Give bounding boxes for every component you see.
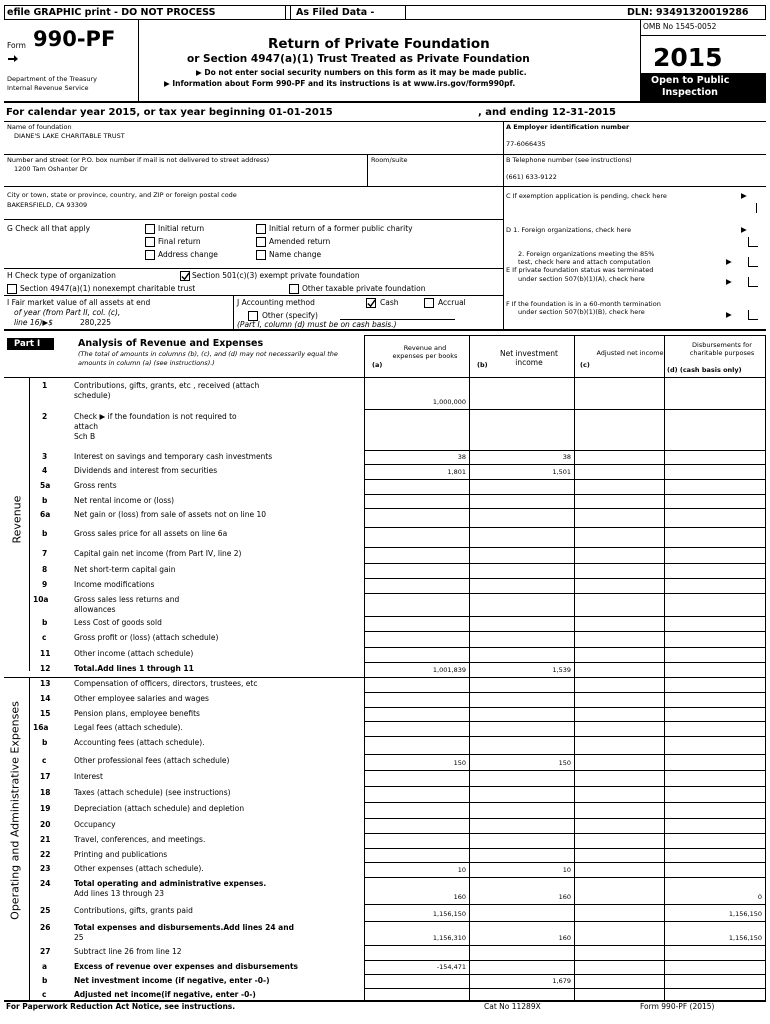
f-label-2: under section 507(b)(1)(B), check here (518, 308, 645, 316)
line-description: Occupancy (74, 820, 116, 829)
f-label-1: F If the foundation is in a 60-month termination (506, 300, 661, 308)
line-number: 10a (33, 595, 49, 604)
omb-number: OMB No 1545-0052 (643, 22, 717, 31)
revenue-side-label: Revenue (10, 495, 24, 544)
row-divider (364, 464, 766, 465)
i-fmv-label-2: of year (from Part II, col. (c), (14, 308, 121, 317)
row-divider (364, 707, 766, 708)
row-divider (364, 647, 766, 648)
part-i-description: (The total of amounts in columns (b), (c), and (d) may not necessarily equal the amounts in column (a) (see instructions).) (78, 350, 338, 367)
f-checkbox[interactable] (748, 310, 758, 320)
final-return-label: Final return (158, 237, 201, 246)
line-description: Capital gain net income (from Part IV, line 2) (74, 549, 242, 558)
amended-return-label: Amended return (269, 237, 331, 246)
dln-number: DLN: 93491320019286 (627, 7, 749, 18)
line-number: 25 (40, 906, 51, 915)
i-fmv-label-3: line 16)▶$ (14, 318, 53, 327)
row-divider (364, 786, 766, 787)
line-description: Check ▶ if the foundation is not required to (74, 412, 237, 421)
amount-col-b: 1,501 (552, 468, 571, 476)
form-footer: Form 990-PF (2015) (640, 1002, 715, 1011)
line-number: 7 (42, 549, 48, 558)
row-divider (364, 974, 766, 975)
line-description: Net rental income or (loss) (74, 496, 175, 505)
line-number: c (42, 990, 47, 999)
line-number: 6a (40, 510, 51, 519)
row-divider (364, 877, 766, 878)
line-number: 17 (40, 772, 51, 781)
phone-value: (661) 633-9122 (506, 173, 557, 181)
501c3-label: Section 501(c)(3) exempt private foundation (192, 271, 360, 280)
other-taxable-checkbox[interactable] (289, 284, 299, 294)
accrual-label: Accrual (438, 298, 466, 307)
line-description: Total operating and administrative expenses. (74, 879, 267, 888)
amended-return-checkbox[interactable] (256, 237, 266, 247)
amount-col-a: 1,156,310 (432, 934, 466, 942)
other-method-label: Other (specify) (262, 311, 318, 320)
line-number: 9 (42, 580, 48, 589)
line-description: Contributions, gifts, grants, etc , received (attach (74, 381, 260, 390)
as-filed-label: As Filed Data - (296, 7, 375, 18)
form-label: Form (7, 41, 26, 50)
line-number: 11 (40, 649, 51, 658)
line-number: 21 (40, 835, 51, 844)
line-description: Other income (attach schedule) (74, 649, 194, 658)
line-description: Adjusted net income(if negative, enter -0-) (74, 990, 256, 999)
calendar-year-begin: For calendar year 2015, or tax year beginning 01-01-2015 (6, 107, 333, 118)
ein-value: 77-6066435 (506, 140, 546, 148)
j-cash-basis-note: (Part I, column (d) must be on cash basis.) (237, 320, 397, 329)
g-check-label: G Check all that apply (7, 224, 91, 233)
row-divider (364, 754, 766, 755)
f-arrow-icon: ▶ (726, 310, 732, 319)
calendar-year-end: , and ending 12-31-2015 (478, 107, 616, 118)
line-description: Printing and publications (74, 850, 168, 859)
line-number: 27 (40, 947, 51, 956)
form-subtitle: or Section 4947(a)(1) Trust Treated as Private Foundation (187, 53, 530, 65)
address-change-checkbox[interactable] (145, 250, 155, 260)
line-description: Other employee salaries and wages (74, 694, 209, 703)
foundation-name-label: Name of foundation (7, 123, 72, 131)
cash-checkbox[interactable] (366, 298, 376, 308)
paperwork-notice: For Paperwork Reduction Act Notice, see instructions. (6, 1002, 236, 1011)
form-number: 990-PF (33, 27, 116, 51)
line-description: Legal fees (attach schedule). (74, 723, 183, 732)
line-number: 5a (40, 481, 51, 490)
line-number: 16a (33, 723, 49, 732)
line-description: Interest on savings and temporary cash investments (74, 452, 273, 461)
amount-col-a: 1,156,150 (432, 910, 466, 918)
line-description: Depreciation (attach schedule) and depletion (74, 804, 245, 813)
line-description: Travel, conferences, and meetings. (74, 835, 206, 844)
row-divider (364, 450, 766, 451)
d2-checkbox[interactable] (748, 257, 758, 267)
open-to-public-line1: Open to Public (651, 75, 730, 86)
col-b-letter: (b) (477, 361, 488, 369)
line-description: Compensation of officers, directors, trustees, etc (74, 679, 258, 688)
line-number: b (42, 496, 48, 505)
row-divider (364, 578, 766, 579)
h-type-label: H Check type of organization (7, 271, 116, 280)
line-number: 26 (40, 923, 51, 932)
line-number: 1 (42, 381, 48, 390)
check-mark-icon (367, 299, 376, 308)
row-divider (364, 960, 766, 961)
row-divider (364, 921, 766, 922)
row-divider (364, 563, 766, 564)
line-description-cont: allowances (74, 605, 116, 614)
fmv-value: 280,225 (80, 318, 112, 327)
row-divider (364, 848, 766, 849)
amount-col-b: 160 (558, 893, 571, 901)
line-description-cont: attach (74, 422, 98, 431)
initial-return-label: Initial return (158, 224, 205, 233)
col-c-header: Adjusted net income (596, 349, 664, 357)
line-description: Total.Add lines 1 through 11 (74, 664, 194, 673)
d2-label-1: 2. Foreign organizations meeting the 85% (518, 250, 655, 258)
line-number: 24 (40, 879, 51, 888)
initial-return-former-checkbox[interactable] (256, 224, 266, 234)
line-number: 23 (40, 864, 51, 873)
line-description-cont: Add lines 13 through 23 (74, 889, 165, 898)
instructions-notice: ▶ Information about Form 990-PF and its instructions is at www.irs.gov/form990pf. (164, 79, 516, 88)
line-description: Contributions, gifts, grants paid (74, 906, 193, 915)
row-divider (364, 631, 766, 632)
row-divider (364, 721, 766, 722)
line-description: Dividends and interest from securities (74, 466, 218, 475)
amount-col-a: 1,801 (447, 468, 466, 476)
line-description: Gross sales price for all assets on line 6a (74, 529, 228, 538)
efile-attachment-icon (7, 54, 19, 63)
dept-treasury: Department of the Treasury (7, 75, 98, 83)
amount-col-b: 1,539 (552, 666, 571, 674)
line-description: Subtract line 26 from line 12 (74, 947, 182, 956)
other-taxable-label: Other taxable private foundation (302, 284, 426, 293)
ein-label: A Employer identification number (506, 123, 630, 131)
line-number: 4 (42, 466, 48, 475)
amount-col-d: 0 (757, 893, 762, 901)
tax-year: 2015 (653, 43, 723, 72)
line-description-cont: schedule) (74, 391, 111, 400)
line-description: Less Cost of goods sold (74, 618, 162, 627)
amount-col-a: 150 (453, 759, 466, 767)
amount-col-a: 10 (457, 866, 466, 874)
check-mark-icon (181, 272, 190, 281)
foundation-name: DIANE'S LAKE CHARITABLE TRUST (14, 132, 125, 140)
row-divider (364, 988, 766, 989)
4947-label: Section 4947(a)(1) nonexempt charitable trust (20, 284, 196, 293)
city-label: City or town, state or province, country, and ZIP or foreign postal code (7, 191, 237, 199)
col-a-letter: (a) (372, 361, 383, 369)
row-divider (364, 593, 766, 594)
section-divider (4, 677, 766, 678)
line-number: 18 (40, 788, 51, 797)
line-number: 8 (42, 565, 48, 574)
col-a-header: Revenue and expenses per books (392, 344, 458, 360)
line-description: Other expenses (attach schedule). (74, 864, 204, 873)
street-label: Number and street (or P.O. box number if mail is not delivered to street address) (7, 156, 270, 164)
col-b-header: Net investment income (500, 349, 558, 367)
c-exemption-label: C If exemption application is pending, check here (506, 192, 667, 200)
line-description-cont: 25 (74, 933, 84, 942)
row-divider (364, 692, 766, 693)
amount-col-d: 1,156,150 (728, 934, 762, 942)
row-divider (364, 479, 766, 480)
line-description: Gross rents (74, 481, 117, 490)
initial-return-checkbox[interactable] (145, 224, 155, 234)
line-number: 3 (42, 452, 48, 461)
line-number: 19 (40, 804, 51, 813)
row-divider (364, 527, 766, 528)
row-divider (364, 409, 766, 410)
amount-col-b: 160 (558, 934, 571, 942)
line-number: b (42, 529, 48, 538)
row-divider (364, 945, 766, 946)
line-number: 12 (40, 664, 51, 673)
phone-label: B Telephone number (see instructions) (506, 156, 632, 164)
expenses-side-label: Operating and Administrative Expenses (8, 701, 22, 920)
line-description: Total expenses and disbursements.Add lines 24 and (74, 923, 294, 932)
line-number: 22 (40, 850, 51, 859)
c-arrow-icon: ▶ (741, 191, 747, 200)
line-description: Gross sales less returns and (74, 595, 180, 604)
line-number: b (42, 738, 48, 747)
amount-col-a: 160 (453, 893, 466, 901)
line-description: Net investment income (if negative, enter -0-) (74, 976, 270, 985)
initial-return-former-label: Initial return of a former public charity (269, 224, 413, 233)
amount-col-b: 150 (558, 759, 571, 767)
line-number: 14 (40, 694, 51, 703)
efile-banner: efile GRAPHIC print - DO NOT PROCESS (7, 7, 216, 18)
amount-col-a: 38 (457, 453, 466, 461)
form-title: Return of Private Foundation (268, 36, 490, 52)
line-number: 2 (42, 412, 48, 421)
row-divider (364, 802, 766, 803)
i-fmv-label-1: I Fair market value of all assets at end (7, 298, 151, 307)
amount-col-a: 1,000,000 (432, 398, 466, 406)
row-divider (364, 616, 766, 617)
line-description: Pension plans, employee benefits (74, 709, 200, 718)
ssn-notice: ▶ Do not enter social security numbers on this form as it may be made public. (196, 68, 527, 77)
501c3-checkbox[interactable] (180, 271, 190, 281)
row-divider (364, 547, 766, 548)
line-description: Income modifications (74, 580, 155, 589)
row-divider (364, 662, 766, 663)
amount-col-a: -154,471 (436, 963, 466, 971)
col-d-header: Disbursements for charitable purposes (689, 341, 755, 357)
room-suite-label: Room/suite (371, 156, 408, 164)
line-description-cont: Sch B (74, 432, 96, 441)
col-c-letter: (c) (580, 361, 590, 369)
amount-col-b: 10 (562, 866, 571, 874)
col-d-letter: (d) (cash basis only) (667, 366, 742, 374)
street-address: 1200 Tam Oshanter Dr (14, 165, 88, 173)
irs-label: Internal Revenue Service (7, 84, 89, 92)
part-i-tag: Part I (14, 339, 41, 349)
line-description: Net gain or (loss) from sale of assets not on line 10 (74, 510, 267, 519)
open-to-public-line2: Inspection (662, 87, 718, 98)
line-number: a (42, 962, 48, 971)
e-label-1: E If private foundation status was terminated (506, 266, 654, 274)
cash-label: Cash (380, 298, 399, 307)
name-change-label: Name change (269, 250, 322, 259)
line-number: 15 (40, 709, 51, 718)
line-description: Taxes (attach schedule) (see instructions) (74, 788, 231, 797)
line-number: b (42, 976, 48, 985)
4947-checkbox[interactable] (7, 284, 17, 294)
amount-col-d: 1,156,150 (728, 910, 762, 918)
line-description: Other professional fees (attach schedule) (74, 756, 230, 765)
amount-col-a: 1,001,839 (432, 666, 466, 674)
e-arrow-icon: ▶ (726, 277, 732, 286)
line-description: Net short-term capital gain (74, 565, 176, 574)
d1-arrow-icon: ▶ (741, 225, 747, 234)
part-i-title: Analysis of Revenue and Expenses (78, 338, 264, 349)
e-label-2: under section 507(b)(1)(A), check here (518, 275, 645, 283)
line-number: c (42, 633, 47, 642)
j-accounting-label: J Accounting method (237, 298, 315, 307)
row-divider (364, 904, 766, 905)
line-number: b (42, 618, 48, 627)
final-return-checkbox[interactable] (145, 237, 155, 247)
line-number: 20 (40, 820, 51, 829)
row-divider (364, 494, 766, 495)
row-divider (364, 770, 766, 771)
d2-label-2: test, check here and attach computation (518, 258, 651, 266)
line-number: 13 (40, 679, 51, 688)
row-divider (364, 736, 766, 737)
row-divider (364, 508, 766, 509)
line-description: Excess of revenue over expenses and disbursements (74, 962, 299, 971)
row-divider (364, 833, 766, 834)
line-description: Accounting fees (attach schedule). (74, 738, 205, 747)
row-divider (364, 818, 766, 819)
line-description: Interest (74, 772, 103, 781)
cat-number: Cat No 11289X (484, 1002, 541, 1011)
d1-checkbox[interactable] (748, 237, 758, 247)
name-change-checkbox[interactable] (256, 250, 266, 260)
row-divider (364, 862, 766, 863)
line-description: Gross profit or (loss) (attach schedule) (74, 633, 219, 642)
d1-label: D 1. Foreign organizations, check here (506, 226, 632, 234)
e-checkbox[interactable] (748, 277, 758, 287)
d2-arrow-icon: ▶ (726, 257, 732, 266)
address-change-label: Address change (158, 250, 218, 259)
amount-col-b: 38 (562, 453, 571, 461)
line-number: c (42, 756, 47, 765)
accrual-checkbox[interactable] (424, 298, 434, 308)
amount-col-b: 1,679 (552, 977, 571, 985)
city-state-zip: BAKERSFIELD, CA 93309 (7, 201, 88, 209)
